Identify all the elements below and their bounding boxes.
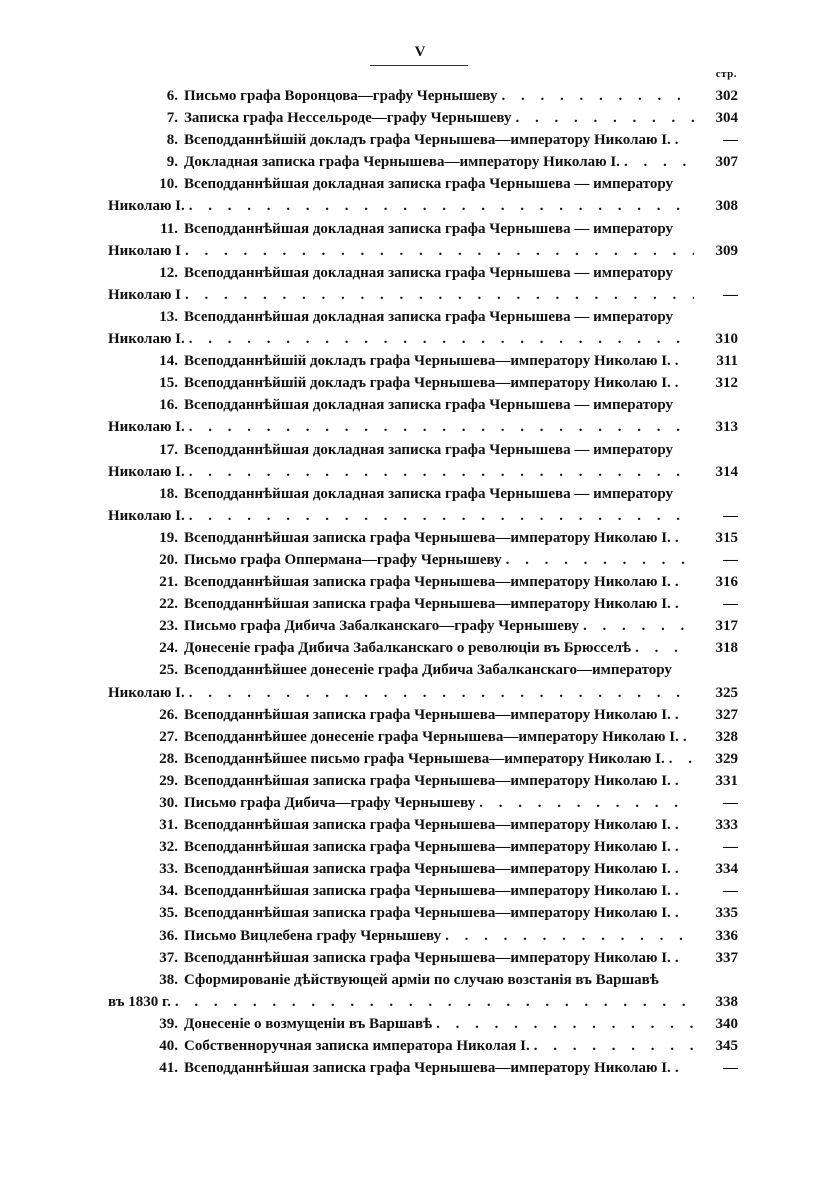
- toc-entry: [98, 792, 738, 814]
- entry-title: Всеподданнѣйшая записка графа Чернышева—императору Николаю I.: [184, 574, 671, 591]
- entry-title: Всеподданнѣйшая записка графа Чернышева—императору Николаю I.: [184, 772, 671, 789]
- toc-entry: [98, 615, 738, 637]
- entry-page: 328: [715, 728, 738, 745]
- toc-entry: [98, 814, 738, 836]
- entry-page: —: [723, 286, 738, 303]
- entry-title: Всеподданнѣйшій докладъ графа Чернышева—императору Николаю I.: [184, 375, 671, 392]
- toc-entry: [98, 637, 738, 659]
- entry-title-continuation: Николаю I.: [108, 419, 185, 436]
- toc-entry: [98, 836, 738, 858]
- toc-entry: [98, 151, 738, 173]
- entry-title: Всеподданнѣйшая записка графа Чернышева—императору Николаю I.: [184, 861, 671, 878]
- toc-entry: [98, 1013, 738, 1035]
- entry-page: 331: [715, 772, 738, 789]
- toc-entry: [98, 372, 738, 394]
- dot-leader: [436, 1013, 694, 1035]
- dot-leader: [675, 880, 694, 902]
- entry-number: 39.: [159, 1015, 178, 1032]
- entry-title: Всеподданнѣйшая записка графа Чернышева—императору Николаю I.: [184, 949, 671, 966]
- toc-entry: [98, 306, 738, 350]
- entry-page: 338: [715, 993, 738, 1010]
- entry-title: Всеподданнѣйшая записка графа Чернышева—императору Николаю I.: [184, 817, 671, 834]
- entry-number: 40.: [159, 1038, 178, 1055]
- entry-title: Всеподданнѣйшая докладная записка графа Чернышева — императору: [184, 441, 674, 458]
- dot-leader: [675, 704, 694, 726]
- entry-page: —: [723, 551, 738, 568]
- dot-leader: [189, 416, 694, 438]
- entry-number: 11.: [160, 220, 178, 237]
- toc-entry: [98, 527, 738, 549]
- entry-title: Всеподданнѣйшая записка графа Чернышева—императору Николаю I.: [184, 596, 671, 613]
- entry-page: 336: [715, 927, 738, 944]
- entry-title: Всеподданнѣйшая записка графа Чернышева—императору Николаю I.: [184, 529, 671, 546]
- dot-leader: [583, 615, 694, 637]
- entry-title-continuation: Николаю I.: [108, 684, 185, 701]
- entry-page: —: [723, 507, 738, 524]
- entry-page: 307: [715, 154, 738, 171]
- entry-title: Донесеніе графа Дибича Забалканскаго о революціи въ Брюсселѣ: [184, 640, 632, 657]
- dot-leader: [635, 637, 694, 659]
- dot-leader: [675, 836, 694, 858]
- toc-entry: [98, 483, 738, 527]
- entry-number: 20.: [159, 551, 178, 568]
- entry-page: 313: [715, 419, 738, 436]
- toc-entry: [98, 1057, 738, 1079]
- dot-leader: [506, 549, 694, 571]
- entry-title-continuation: Николаю I.: [108, 331, 185, 348]
- page-column-header: стр.: [715, 68, 737, 80]
- entry-title: Докладная записка графа Чернышева—императору Николаю I.: [184, 154, 620, 171]
- entry-title: Всеподданнѣйшее письмо графа Чернышева—императору Николаю I.: [184, 750, 665, 767]
- toc-entry: [98, 947, 738, 969]
- entry-number: 31.: [159, 817, 178, 834]
- entry-title-continuation: Николаю I.: [108, 507, 185, 524]
- entry-title: Всеподданнѣйшая записка графа Чернышева—императору Николаю I.: [184, 1060, 671, 1077]
- toc-entry: [98, 704, 738, 726]
- entry-title: Письмо графа Дибича—графу Чернышеву: [184, 795, 476, 811]
- entry-number: 34.: [159, 883, 178, 900]
- toc-entry: [98, 969, 738, 1013]
- table-of-contents: [98, 85, 738, 1079]
- entry-title: Всеподданнѣйшая записка графа Чернышева—императору Николаю I.: [184, 839, 671, 856]
- dot-leader: [675, 571, 694, 593]
- dot-leader: [502, 85, 695, 107]
- entry-page: 325: [715, 684, 738, 701]
- entry-number: 35.: [159, 905, 178, 922]
- entry-number: 12.: [159, 264, 178, 281]
- entry-page: —: [723, 596, 738, 613]
- entry-title: Письмо графа Воронцова—графу Чернышеву: [184, 88, 498, 104]
- entry-title-continuation: Николаю I.: [108, 198, 185, 215]
- toc-entry: [98, 107, 738, 129]
- dot-leader: [175, 991, 694, 1013]
- dot-leader: [185, 240, 694, 262]
- toc-entry: [98, 880, 738, 902]
- toc-entry: [98, 262, 738, 306]
- entry-page: 308: [715, 198, 738, 215]
- entry-page: 310: [715, 331, 738, 348]
- dot-leader: [675, 129, 694, 151]
- entry-number: 10.: [159, 176, 178, 193]
- dot-leader: [189, 195, 694, 217]
- dot-leader: [675, 593, 694, 615]
- dot-leader: [683, 726, 694, 748]
- entry-page: 334: [715, 861, 738, 878]
- entry-number: 30.: [159, 795, 178, 811]
- entry-page: 335: [715, 905, 738, 922]
- toc-entry: [98, 593, 738, 615]
- entry-title: Всеподданнѣйшій докладъ графа Чернышева—императору Николаю I.: [184, 353, 671, 370]
- entry-title-continuation: Николаю I.: [108, 463, 185, 480]
- toc-entry: [98, 350, 738, 372]
- entry-title: Записка графа Нессельроде—графу Чернышеву: [184, 110, 512, 127]
- entry-number: 28.: [159, 750, 178, 767]
- entry-title: Всеподданнѣйшая докладная записка графа Чернышева — императору: [184, 220, 674, 237]
- entry-title: Всеподданнѣйшая записка графа Чернышева—императору Николаю I.: [184, 706, 671, 723]
- toc-entry: [98, 1035, 738, 1057]
- entry-number: 9.: [166, 154, 178, 171]
- toc-entry: [98, 571, 738, 593]
- entry-title: Донесеніе о возмущеніи въ Варшавѣ: [184, 1015, 433, 1032]
- entry-number: 36.: [159, 927, 178, 944]
- entry-page: 312: [715, 375, 738, 392]
- entry-number: 24.: [159, 640, 178, 657]
- entry-page: —: [723, 883, 738, 900]
- entry-page: 304: [715, 110, 738, 127]
- dot-leader: [675, 350, 694, 372]
- entry-number: 33.: [159, 861, 178, 878]
- entry-number: 14.: [159, 353, 178, 370]
- entry-title: Собственноручная записка императора Николая I.: [184, 1038, 530, 1055]
- toc-entry: [98, 902, 738, 924]
- entry-page: 317: [715, 618, 738, 635]
- toc-entry: [98, 770, 738, 792]
- entry-title: Всеподданнѣйшая записка графа Чернышева—императору Николаю I.: [184, 905, 671, 922]
- dot-leader: [675, 372, 694, 394]
- entry-page: 309: [715, 242, 738, 259]
- toc-entry: [98, 129, 738, 151]
- entry-page: —: [723, 795, 738, 811]
- entry-title: Всеподданнѣйшая докладная записка графа Чернышева — императору: [184, 264, 674, 281]
- dot-leader: [669, 748, 694, 770]
- entry-title: Всеподданнѣйшая записка графа Чернышева—императору Николаю I.: [184, 883, 671, 900]
- entry-title: Всеподданнѣйшее донесеніе графа Чернышева—императору Николаю I.: [184, 728, 679, 745]
- dot-leader: [515, 107, 694, 129]
- entry-title: Всеподданнѣйшая докладная записка графа Чернышева — императору: [184, 308, 674, 325]
- dot-leader: [534, 1035, 694, 1057]
- entry-number: 22.: [159, 596, 178, 613]
- dot-leader: [675, 527, 694, 549]
- dot-leader: [675, 770, 694, 792]
- toc-entry: [98, 925, 738, 947]
- entry-number: 13.: [159, 308, 178, 325]
- dot-leader: [624, 151, 694, 173]
- entry-title: Всеподданнѣйшая докладная записка графа Чернышева — императору: [184, 176, 674, 193]
- entry-page: 315: [715, 529, 738, 546]
- entry-page: 327: [715, 706, 738, 723]
- entry-page: 333: [715, 817, 738, 834]
- entry-title: Всеподданнѣйшее донесеніе графа Дибича Забалканскаго—императору: [184, 662, 672, 679]
- entry-title: Письмо графа Опперманa—графу Чернышеву: [184, 551, 502, 568]
- entry-title: Письмо графа Дибича Забалканскаго—графу Чернышеву: [184, 618, 579, 635]
- header-rule: [370, 65, 468, 66]
- entry-title-continuation: Николаю I: [108, 286, 182, 303]
- dot-leader: [675, 947, 694, 969]
- entry-title-continuation: въ 1830 г.: [108, 993, 171, 1010]
- entry-number: 15.: [159, 375, 178, 392]
- toc-entry: [98, 218, 738, 262]
- entry-page: 314: [715, 463, 738, 480]
- entry-title: Письмо Вицлебена графу Чернышеву: [184, 927, 442, 944]
- entry-number: 18.: [159, 485, 178, 502]
- entry-number: 37.: [159, 949, 178, 966]
- entry-number: 21.: [159, 574, 178, 591]
- entry-title: Всеподданнѣйшій докладъ графа Чернышева—императору Николаю I.: [184, 132, 671, 149]
- entry-number: 25.: [159, 662, 178, 679]
- entry-number: 41.: [159, 1060, 178, 1077]
- entry-page: 345: [715, 1038, 738, 1055]
- toc-entry: [98, 394, 738, 438]
- dot-leader: [189, 461, 694, 483]
- entry-number: 7.: [166, 110, 178, 127]
- toc-entry: [98, 748, 738, 770]
- entry-page: 311: [716, 353, 738, 370]
- dot-leader: [185, 284, 694, 306]
- dot-leader: [189, 682, 694, 704]
- entry-number: 6.: [166, 88, 178, 104]
- dot-leader: [675, 902, 694, 924]
- entry-title: Всеподданнѣйшая докладная записка графа Чернышева — императору: [184, 485, 674, 502]
- entry-number: 27.: [159, 728, 178, 745]
- toc-entry: [98, 549, 738, 571]
- entry-number: 19.: [159, 529, 178, 546]
- entry-number: 8.: [166, 132, 178, 149]
- entry-page: —: [723, 132, 738, 149]
- toc-entry: [98, 85, 738, 107]
- entry-number: 16.: [159, 397, 178, 414]
- entry-number: 17.: [159, 441, 178, 458]
- toc-entry: [98, 858, 738, 880]
- entry-page: 318: [715, 640, 738, 657]
- dot-leader: [479, 792, 694, 814]
- entry-number: 29.: [159, 772, 178, 789]
- page-number: V: [414, 44, 426, 60]
- entry-title: Всеподданнѣйшая докладная записка графа Чернышева — императору: [184, 397, 674, 414]
- entry-page: 316: [715, 574, 738, 591]
- toc-entry: [98, 726, 738, 748]
- dot-leader: [675, 1057, 694, 1079]
- entry-page: —: [723, 1060, 738, 1077]
- dot-leader: [189, 328, 694, 350]
- entry-page: 302: [715, 88, 738, 104]
- entry-number: 23.: [159, 618, 178, 635]
- toc-entry: [98, 173, 738, 217]
- toc-entry: [98, 659, 738, 703]
- entry-title: Сформированіе дѣйствующей арміи по случаю возстанія въ Варшавѣ: [184, 971, 659, 988]
- entry-page: —: [723, 839, 738, 856]
- entry-number: 26.: [159, 706, 178, 723]
- entry-page: 337: [715, 949, 738, 966]
- dot-leader: [445, 925, 694, 947]
- entry-number: 32.: [159, 839, 178, 856]
- dot-leader: [675, 858, 694, 880]
- entry-title-continuation: Николаю I: [108, 242, 182, 259]
- toc-entry: [98, 439, 738, 483]
- entry-page: 340: [715, 1015, 738, 1032]
- dot-leader: [675, 814, 694, 836]
- entry-number: 38.: [159, 971, 178, 988]
- dot-leader: [189, 505, 694, 527]
- entry-page: 329: [715, 750, 738, 767]
